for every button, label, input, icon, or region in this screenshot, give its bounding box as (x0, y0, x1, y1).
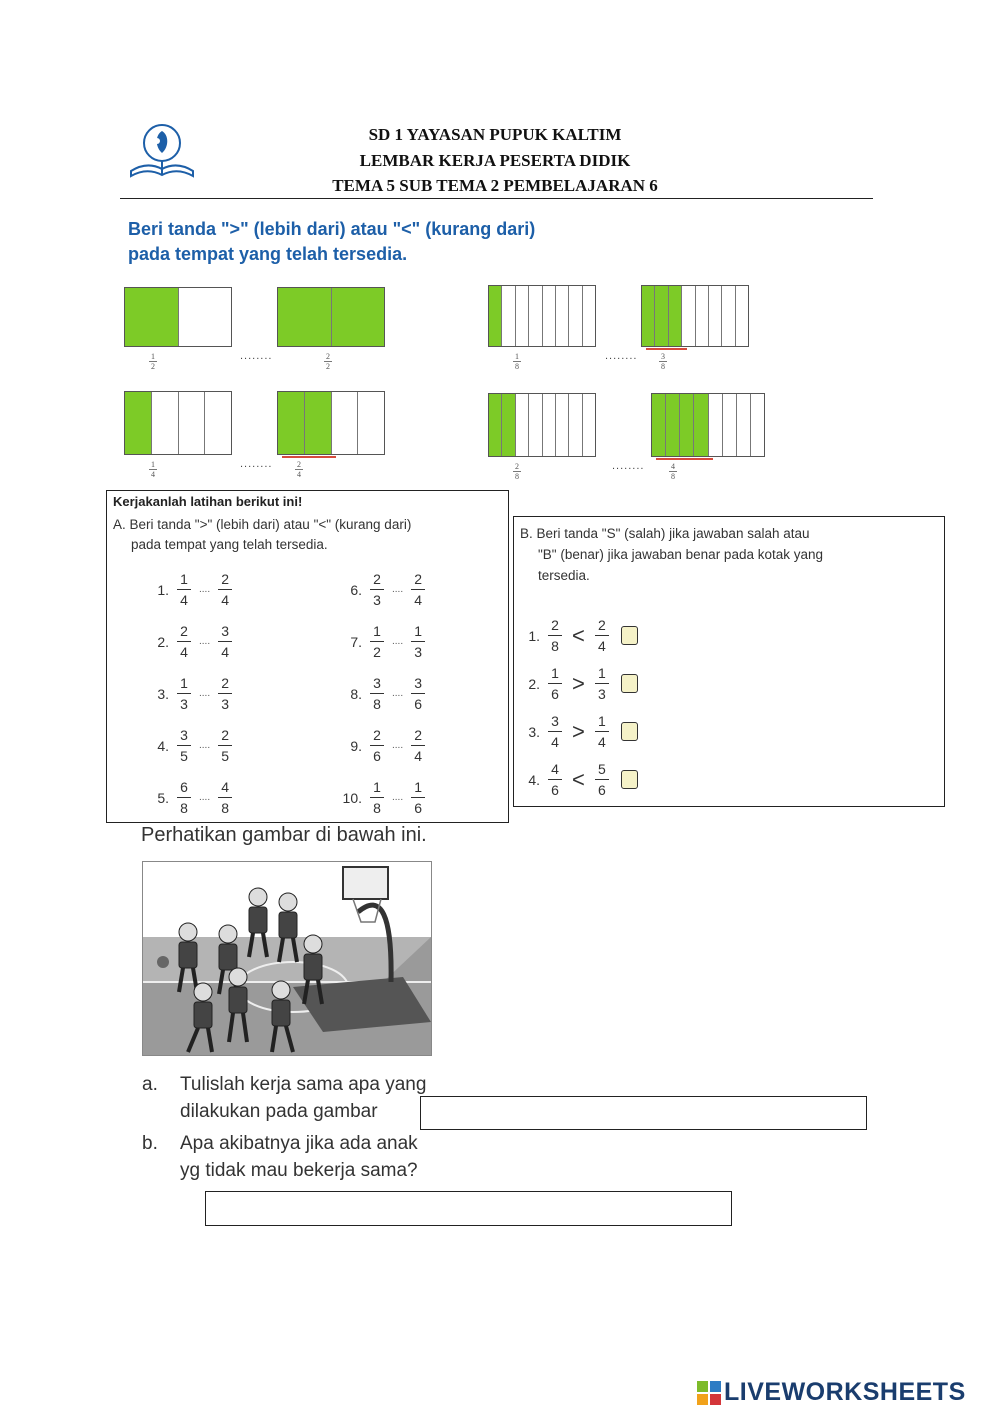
fraction (177, 727, 191, 764)
fraction-bar-left-4-cell (583, 394, 595, 456)
numerator: 2 (373, 727, 381, 743)
basketball-illustration (142, 861, 432, 1056)
answer-b-input[interactable] (205, 1191, 732, 1226)
numerator: 3 (180, 727, 188, 743)
numerator: 1 (373, 623, 381, 639)
numerator: 3 (221, 623, 230, 639)
fraction-bar-left-4-cell (569, 394, 582, 456)
exercise-b-item (518, 665, 638, 702)
fraction (370, 675, 384, 712)
denominator: 4 (221, 592, 230, 608)
numerator: 4 (221, 779, 230, 795)
fraction (595, 617, 609, 654)
numerator: 4 (551, 761, 559, 777)
fraction-label-left-2 (510, 352, 524, 371)
fraction-bar-right-2-cell (655, 286, 668, 346)
answer-checkbox[interactable] (621, 626, 638, 645)
numerator: 2 (221, 727, 230, 743)
denominator: 4 (221, 644, 230, 660)
fraction-bar-left-2-cell (502, 286, 515, 346)
denominator: 4 (414, 592, 423, 608)
fraction-bar-left-3-cell (125, 392, 152, 454)
fraction-bar-right-4-cell (709, 394, 723, 456)
numerator: 2 (597, 617, 606, 633)
denominator: 8 (373, 696, 381, 712)
fraction-bar-left-4 (488, 393, 596, 457)
numerator: 1 (151, 460, 155, 469)
fraction (548, 617, 562, 654)
fraction (411, 727, 425, 764)
exercise-a-item (147, 623, 232, 660)
fraction (218, 727, 232, 764)
denominator: 3 (414, 644, 423, 660)
exercise-a-item (340, 571, 425, 608)
exercise-a-item (340, 675, 425, 712)
item-number: 1. (528, 627, 540, 644)
denominator: 2 (326, 362, 330, 371)
section-b-instr2: "B" (benar) jika jawaban benar pada kotak yang (538, 547, 824, 562)
fraction-bar-right-2-cell (642, 286, 655, 346)
fraction-bar-right-2 (641, 285, 749, 347)
exercise-a-item (340, 727, 425, 764)
denominator: 8 (551, 638, 559, 654)
answer-blank[interactable]: ........ (240, 350, 273, 362)
shaded-marker (646, 348, 687, 350)
numerator: 4 (671, 462, 675, 471)
fraction-bar-right-1-cell (332, 288, 385, 346)
item-number: 2. (528, 675, 540, 692)
numerator: 1 (151, 352, 155, 361)
denominator: 8 (661, 362, 665, 371)
answer-blank[interactable]: ........ (612, 460, 645, 472)
fraction (218, 571, 232, 608)
fraction (595, 761, 609, 798)
fraction-bar-right-3 (277, 391, 385, 455)
fraction-bar-left-4-cell (489, 394, 502, 456)
numerator: 2 (180, 623, 188, 639)
question-b-line1: Apa akibatnya jika ada anak (180, 1133, 418, 1154)
denominator: 6 (414, 800, 423, 816)
fraction-bar-left-3-cell (179, 392, 206, 454)
item-number: 9. (350, 737, 362, 754)
numerator: 2 (326, 352, 330, 361)
numerator: 2 (414, 571, 423, 587)
fraction (177, 675, 191, 712)
picture-title: Perhatikan gambar di bawah ini. (141, 824, 427, 846)
shaded-marker (282, 456, 336, 458)
denominator: 6 (551, 782, 559, 798)
fraction-label-right-4 (666, 462, 680, 481)
fraction-bar-left-2-cell (489, 286, 502, 346)
fraction (548, 761, 562, 798)
answer-blank[interactable]: .... (199, 636, 211, 647)
exercise-a-item (147, 675, 232, 712)
numerator: 3 (661, 352, 665, 361)
answer-blank[interactable]: .... (392, 584, 404, 595)
answer-blank[interactable]: .... (199, 792, 211, 803)
theme-title: TEMA 5 SUB TEMA 2 PEMBELAJARAN 6 (332, 176, 658, 195)
comparison-operator: > (572, 718, 585, 744)
fraction-bar-left-1-cell (179, 288, 232, 346)
exercise-b-item (518, 761, 638, 798)
denominator: 4 (180, 592, 188, 608)
school-name: SD 1 YAYASAN PUPUK KALTIM (368, 125, 622, 144)
comparison-operator: > (572, 670, 585, 696)
answer-blank[interactable]: .... (392, 636, 404, 647)
item-number: 2. (157, 633, 169, 650)
numerator: 2 (221, 571, 230, 587)
fraction-bar-left-4-cell (543, 394, 556, 456)
fraction (370, 623, 384, 660)
fraction-label-left-3 (146, 460, 160, 479)
numerator: 3 (551, 713, 559, 729)
fraction-bar-left-2-cell (583, 286, 595, 346)
comparison-operator: < (572, 766, 585, 792)
fraction (411, 779, 425, 816)
fraction-label-right-1 (321, 352, 335, 371)
answer-a-input[interactable] (420, 1096, 867, 1130)
denominator: 4 (597, 638, 606, 654)
fraction-bar-right-2-cell (722, 286, 735, 346)
numerator: 1 (597, 713, 606, 729)
numerator: 3 (373, 675, 381, 691)
fraction (548, 713, 562, 750)
top-instruction-line2: pada tempat yang telah tersedia. (128, 244, 408, 264)
answer-blank[interactable]: .... (199, 688, 211, 699)
numerator: 6 (180, 779, 188, 795)
answer-checkbox[interactable] (621, 722, 638, 741)
denominator: 3 (597, 686, 606, 702)
fraction-bar-right-2-cell (696, 286, 709, 346)
exercise-a-item (147, 779, 232, 816)
section-b-instr1: B. Beri tanda "S" (salah) jika jawaban salah atau (520, 526, 810, 541)
fraction-bar-left-2-cell (543, 286, 556, 346)
answer-checkbox[interactable] (621, 674, 638, 693)
fraction (595, 665, 609, 702)
denominator: 8 (515, 362, 519, 371)
question-b-label: b. (142, 1133, 158, 1154)
denominator: 8 (180, 800, 188, 816)
item-number: 8. (350, 685, 362, 702)
fraction-bar-right-4 (651, 393, 765, 457)
fraction-bar-left-4-cell (502, 394, 515, 456)
fraction-bar-left-4-cell (529, 394, 542, 456)
denominator: 6 (414, 696, 423, 712)
fraction-bar-right-4-cell (666, 394, 680, 456)
fraction (177, 779, 191, 816)
exercise-a-item (147, 571, 232, 608)
denominator: 5 (221, 748, 230, 764)
fraction-bar-right-2-cell (736, 286, 748, 346)
denominator: 5 (180, 748, 188, 764)
fraction-bar-left-3 (124, 391, 232, 455)
denominator: 8 (515, 472, 519, 481)
fraction-bar-left-4-cell (556, 394, 569, 456)
item-number: 4. (528, 771, 540, 788)
comparison-operator: < (572, 622, 585, 648)
question-b-line2: yg tidak mau bekerja sama? (180, 1160, 418, 1181)
shaded-marker (656, 458, 713, 460)
numerator: 1 (597, 665, 606, 681)
denominator: 4 (151, 470, 155, 479)
fraction (548, 665, 562, 702)
section-b-box (513, 516, 945, 807)
section-a-instr2: pada tempat yang telah tersedia. (131, 537, 328, 552)
fraction-bar-right-3-cell (278, 392, 305, 454)
denominator: 4 (414, 748, 423, 764)
numerator: 3 (414, 675, 423, 691)
fraction (370, 727, 384, 764)
denominator: 6 (373, 748, 381, 764)
exercise-a-item (147, 727, 232, 764)
fraction-label-left-1 (146, 352, 160, 371)
fraction-bar-left-2-cell (569, 286, 582, 346)
top-instruction (128, 217, 688, 267)
fraction-bar-right-4-cell (751, 394, 764, 456)
fraction-bar-right-1-cell (278, 288, 332, 346)
liveworksheets-logo-icon (697, 1381, 721, 1405)
fraction-bar-left-4-cell (516, 394, 529, 456)
fraction-bar-right-2-cell (669, 286, 682, 346)
numerator: 2 (221, 675, 230, 691)
fraction (218, 623, 232, 660)
numerator: 5 (597, 761, 606, 777)
fraction (218, 675, 232, 712)
fraction-bar-left-2 (488, 285, 596, 347)
denominator: 8 (373, 800, 381, 816)
numerator: 1 (180, 675, 188, 691)
fraction (370, 571, 384, 608)
fraction (370, 779, 384, 816)
fraction-label-right-2 (656, 352, 670, 371)
answer-blank[interactable]: ........ (240, 458, 273, 470)
numerator: 1 (515, 352, 519, 361)
fraction-bar-right-4-cell (680, 394, 694, 456)
fraction (595, 713, 609, 750)
item-number: 4. (157, 737, 169, 754)
numerator: 2 (373, 571, 381, 587)
item-number: 3. (157, 685, 169, 702)
exercise-a-item (340, 779, 425, 816)
fraction-bar-left-1-cell (125, 288, 179, 346)
fraction-bar-left-2-cell (516, 286, 529, 346)
fraction-bar-right-3-cell (358, 392, 384, 454)
denominator: 8 (671, 472, 675, 481)
fraction (177, 571, 191, 608)
denominator: 3 (221, 696, 230, 712)
item-number: 6. (350, 581, 362, 598)
fraction-label-right-3 (292, 460, 306, 479)
document-title: LEMBAR KERJA PESERTA DIDIK (359, 151, 631, 170)
denominator: 4 (597, 734, 606, 750)
fraction (411, 571, 425, 608)
section-b-instr3: tersedia. (538, 568, 590, 583)
answer-blank[interactable]: .... (392, 740, 404, 751)
answer-checkbox[interactable] (621, 770, 638, 789)
numerator: 2 (551, 617, 559, 633)
fraction-bar-left-3-cell (205, 392, 231, 454)
fraction (218, 779, 232, 816)
answer-blank[interactable]: ........ (605, 350, 638, 362)
school-logo (127, 121, 197, 181)
item-number: 1. (157, 581, 169, 598)
footer-brand: LIVEWORKSHEETS (724, 1378, 966, 1406)
denominator: 2 (373, 644, 381, 660)
numerator: 2 (297, 460, 301, 469)
item-number: 5. (157, 789, 169, 806)
fraction-bar-left-1 (124, 287, 232, 347)
fraction-bar-right-4-cell (723, 394, 737, 456)
numerator: 1 (551, 665, 559, 681)
question-a-label: a. (142, 1074, 158, 1095)
fraction (177, 623, 191, 660)
answer-blank[interactable]: .... (199, 584, 211, 595)
item-number: 10. (342, 789, 362, 806)
fraction-bar-right-3-cell (332, 392, 359, 454)
fraction-bar-right-4-cell (737, 394, 751, 456)
exercise-a-item (340, 623, 425, 660)
denominator: 6 (551, 686, 559, 702)
item-number: 3. (528, 723, 540, 740)
numerator: 1 (414, 623, 423, 639)
denominator: 4 (180, 644, 188, 660)
answer-blank[interactable]: .... (392, 792, 404, 803)
fraction-bar-right-2-cell (682, 286, 695, 346)
denominator: 3 (373, 592, 381, 608)
denominator: 3 (180, 696, 188, 712)
fraction-label-left-4 (510, 462, 524, 481)
section-a-instr1: A. Beri tanda ">" (lebih dari) atau "<" (kurang dari) (113, 517, 412, 532)
denominator: 4 (551, 734, 559, 750)
fraction-bar-right-1 (277, 287, 385, 347)
item-number: 7. (350, 633, 362, 650)
answer-blank[interactable]: .... (392, 688, 404, 699)
fraction-bar-left-2-cell (529, 286, 542, 346)
numerator: 2 (414, 727, 423, 743)
section-a-title: Kerjakanlah latihan berikut ini! (113, 494, 303, 509)
numerator: 1 (180, 571, 188, 587)
section-a-box (106, 490, 509, 823)
fraction-bar-right-3-cell (305, 392, 332, 454)
fraction (411, 675, 425, 712)
question-a-line1: Tulislah kerja sama apa yang (180, 1074, 427, 1095)
fraction-bar-right-4-cell (694, 394, 708, 456)
top-instruction-line1: Beri tanda ">" (lebih dari) atau "<" (kurang dari) (128, 219, 536, 239)
denominator: 4 (297, 470, 301, 479)
question-a-line2: dilakukan pada gambar (180, 1101, 378, 1122)
numerator: 2 (515, 462, 519, 471)
denominator: 6 (597, 782, 606, 798)
header-divider (120, 198, 873, 199)
numerator: 1 (373, 779, 381, 795)
exercise-b-item (518, 713, 638, 750)
fraction-bar-left-3-cell (152, 392, 179, 454)
numerator: 1 (414, 779, 423, 795)
exercise-b-item (518, 617, 638, 654)
fraction (411, 623, 425, 660)
fraction-bar-right-4-cell (652, 394, 666, 456)
fraction-bar-left-2-cell (556, 286, 569, 346)
denominator: 8 (221, 800, 230, 816)
fraction-bar-right-2-cell (709, 286, 722, 346)
answer-blank[interactable]: .... (199, 740, 211, 751)
denominator: 2 (151, 362, 155, 371)
